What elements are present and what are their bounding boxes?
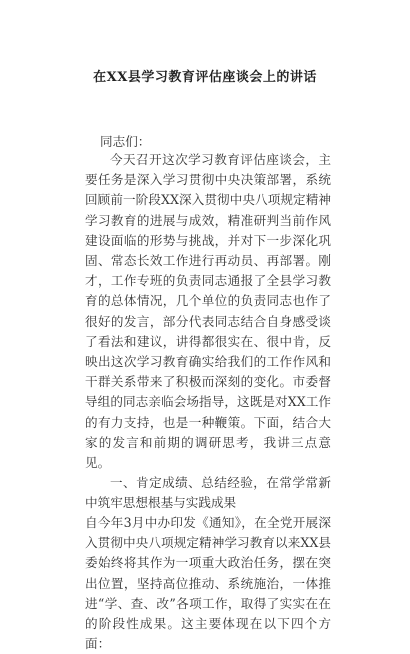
- document-title: 在XX县学习教育评估座谈会上的讲话: [93, 70, 317, 85]
- salutation: 同志们：: [100, 134, 151, 149]
- paragraph-intro: 今天召开这次学习教育评估座谈会，主要任务是深入学习贯彻中央决策部署，系统回顾前一阶段XX深入贯彻中央八项规定精神学习教育的进展与成效，精准研判当前作风建设面临的形势与挑战，并对下一步深化巩固、常态长效工作进行再动员、再部署。刚才，工作专班的负责同志通报了全县学习教育的总体情况，几个单位的负责同志也作了很好的发言，部分代表同志结合自身感受谈了看法和建议，讲得都很实在、很中肯，反映出这次学习教育确实给我们的工作作风和干群关系带来了积极而深刻的变化。市委督导组的同志亲临会场指导，这既是对XX工作的有力支持，也是一种鞭策。下面，结合大家的发言和前期的调研思考，我讲三点意见。: [85, 152, 331, 471]
- paragraph-section-1: 自今年3月中办印发《通知》，在全党开展深入贯彻中央八项规定精神学习教育以来XX县委始终将其作为一项重大政治任务，摆在突出位置，坚持高位推动、系统施治，一体推进“学、查、改”各项工作，取得了实实在在的阶段性成果。这主要体现在以下四个方面：: [85, 515, 331, 652]
- section-heading-1: 一、肯定成绩、总结经验，在常学常新中筑牢思想根基与实践成果: [85, 475, 331, 511]
